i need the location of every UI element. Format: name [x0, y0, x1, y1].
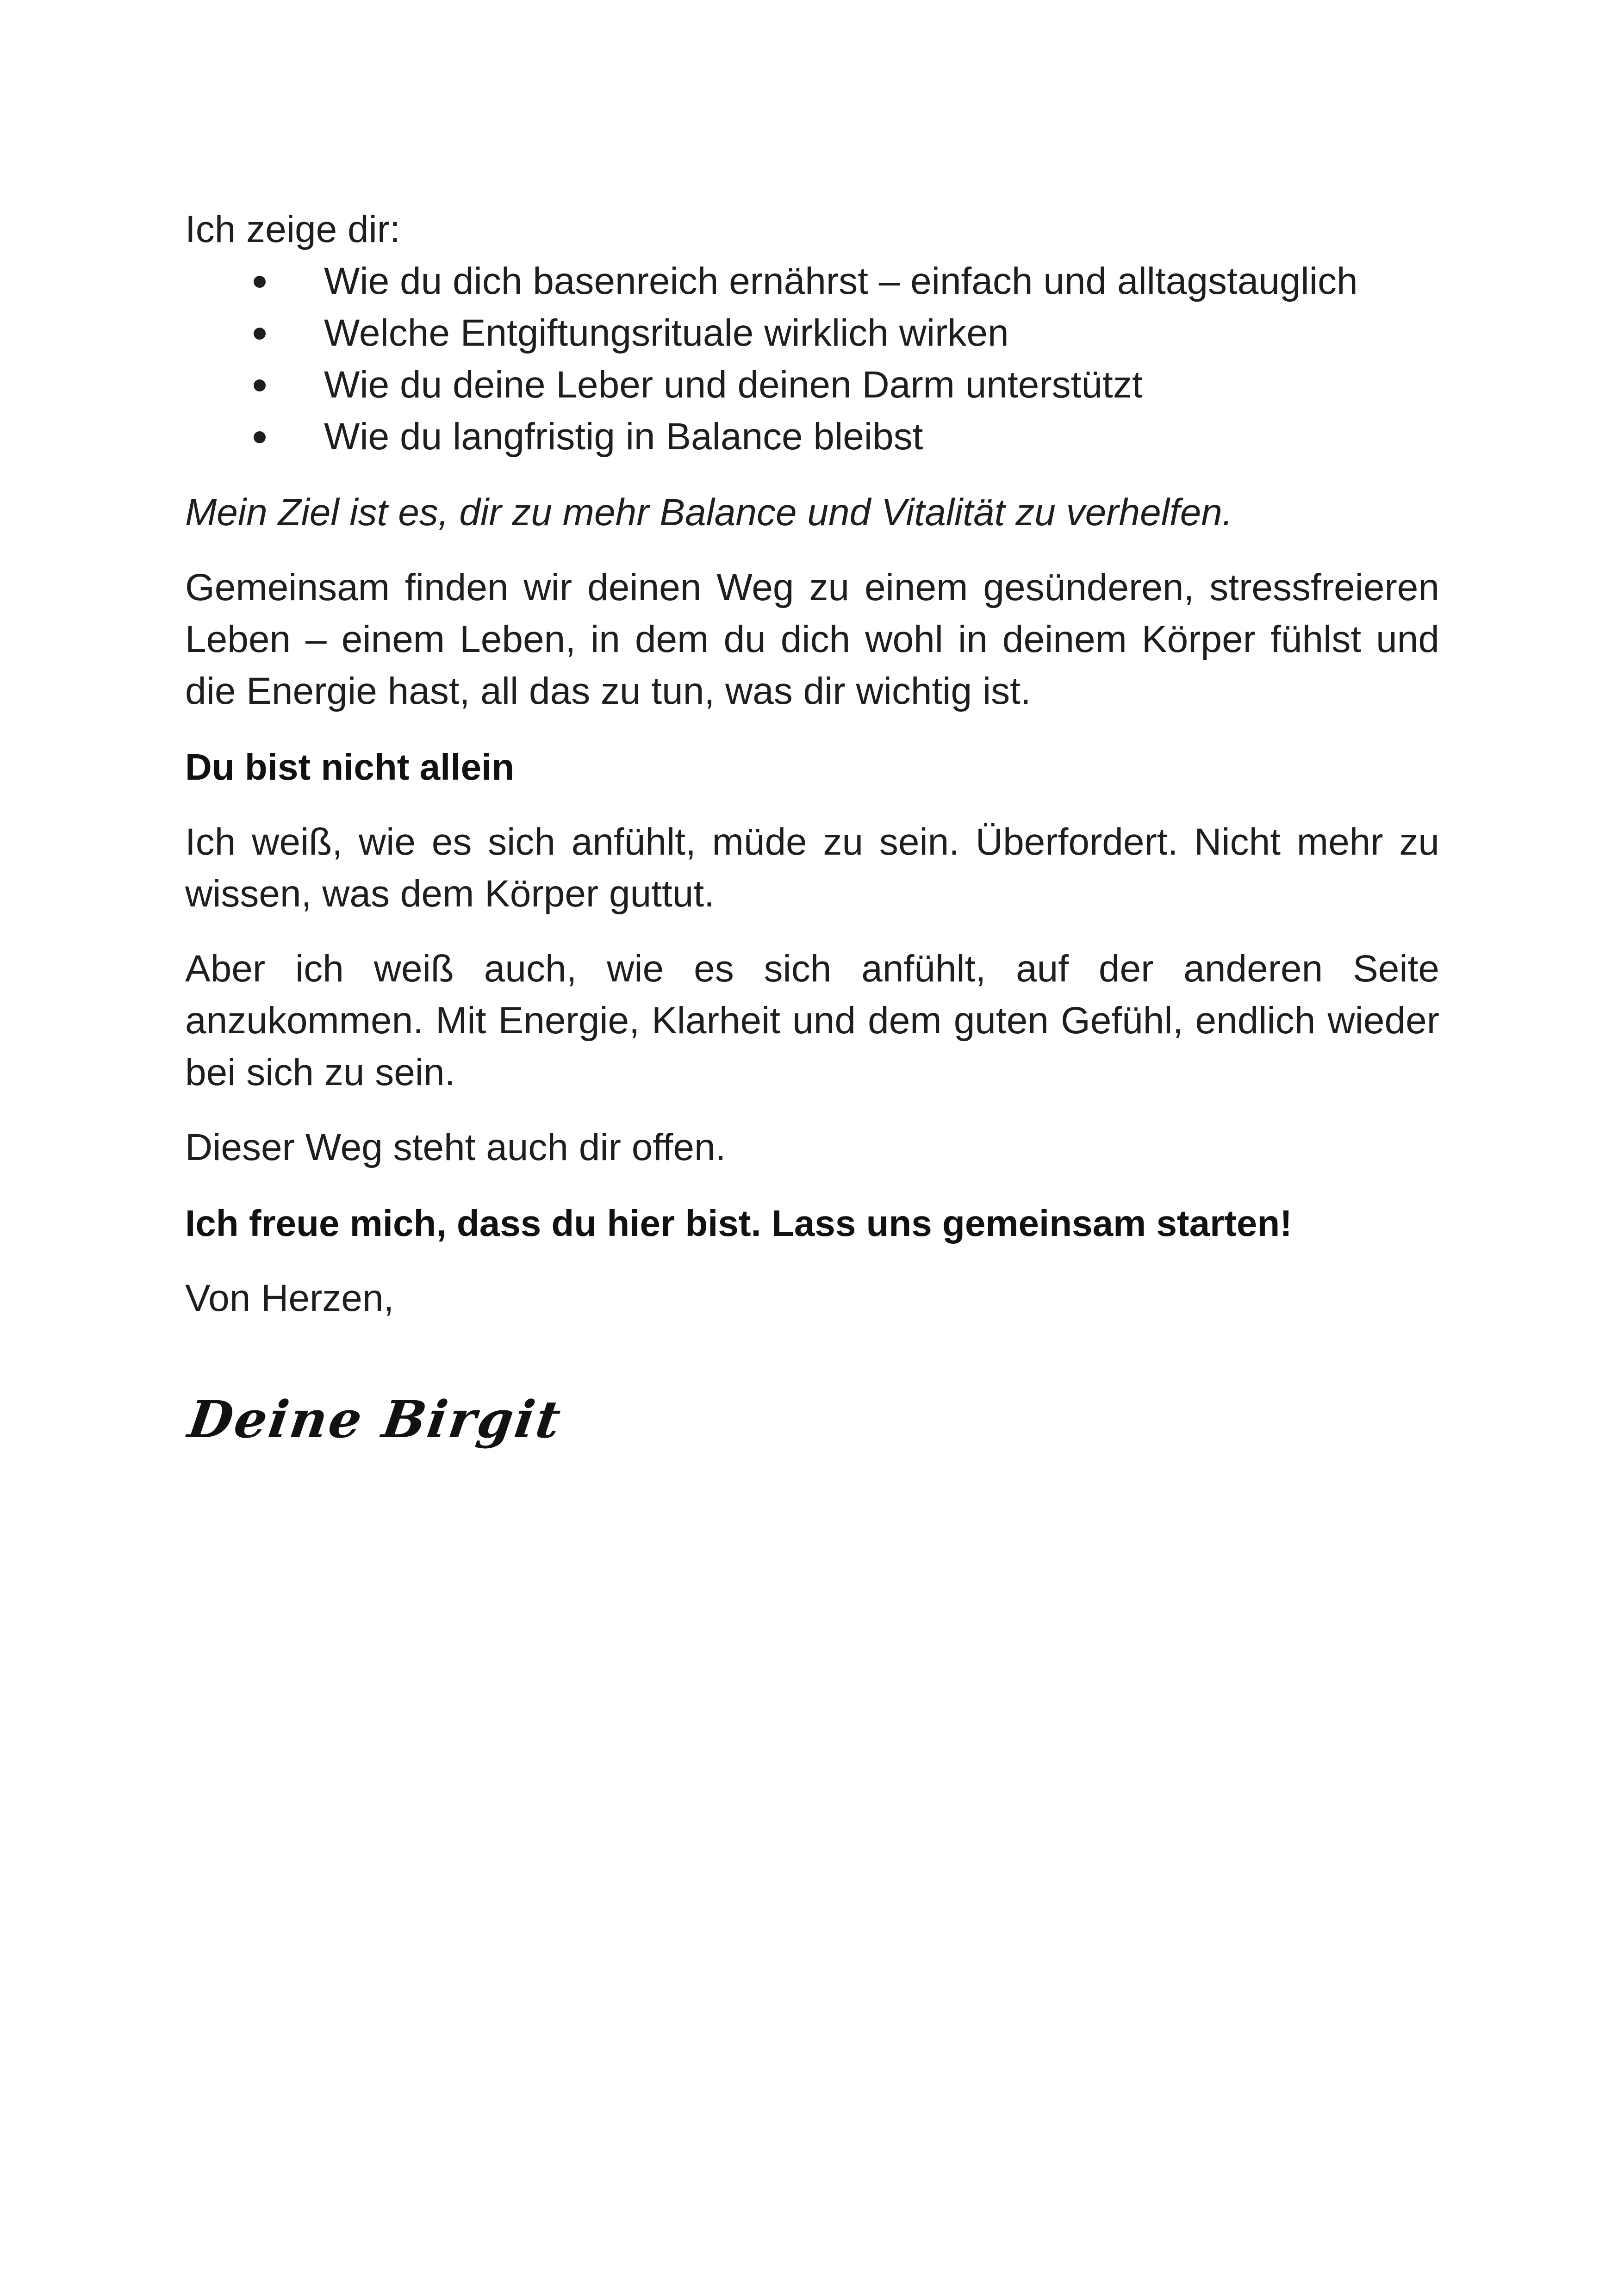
bullet-dot-icon [254, 276, 266, 288]
list-item [185, 411, 1439, 463]
signature: Deine Birgit [184, 1390, 566, 1449]
section-heading-not-alone: Du bist nicht allein [185, 746, 515, 788]
letter-body [185, 204, 1439, 1451]
signature-block [185, 1324, 1439, 1451]
list-item-text: Wie du deine Leber und deinen Darm unterstützt [324, 364, 1143, 406]
list-item [185, 255, 1439, 307]
tired-paragraph: Ich weiß, wie es sich anfühlt, müde zu sein. Überfordert. Nicht mehr zu wissen, was dem Körper guttut. [185, 821, 1439, 915]
bullet-dot-icon [254, 431, 266, 443]
together-paragraph: Gemeinsam finden wir deinen Weg zu einem gesünderen, stressfreieren Leben – einem Leben, in dem du dich wohl in deinem Körper fühlst und die Energie hast, all das zu tun, was dir wichtig ist. [185, 566, 1439, 712]
closing-line: Von Herzen, [185, 1277, 394, 1319]
goal-statement: Mein Ziel ist es, dir zu mehr Balance und Vitalität zu verhelfen. [185, 491, 1233, 534]
section-heading-start: Ich freue mich, dass du hier bist. Lass uns gemeinsam starten! [185, 1203, 1292, 1244]
bullet-dot-icon [254, 379, 266, 391]
intro-line: Ich zeige dir: [185, 208, 400, 250]
list-item [185, 359, 1439, 411]
bullet-dot-icon [254, 328, 266, 340]
other-side-paragraph: Aber ich weiß auch, wie es sich anfühlt, auf der anderen Seite anzukommen. Mit Energie, Klarheit und dem guten Gefühl, endlich wieder bei sich zu sein. [185, 948, 1439, 1093]
benefit-list [185, 255, 1439, 463]
path-open-line: Dieser Weg steht auch dir offen. [185, 1126, 726, 1168]
list-item-text: Wie du langfristig in Balance bleibst [324, 416, 923, 458]
list-item [185, 307, 1439, 359]
list-item-text: Welche Entgiftungsrituale wirklich wirken [324, 312, 1009, 354]
list-item-text: Wie du dich basenreich ernährst – einfach und alltagstauglich [324, 260, 1358, 302]
